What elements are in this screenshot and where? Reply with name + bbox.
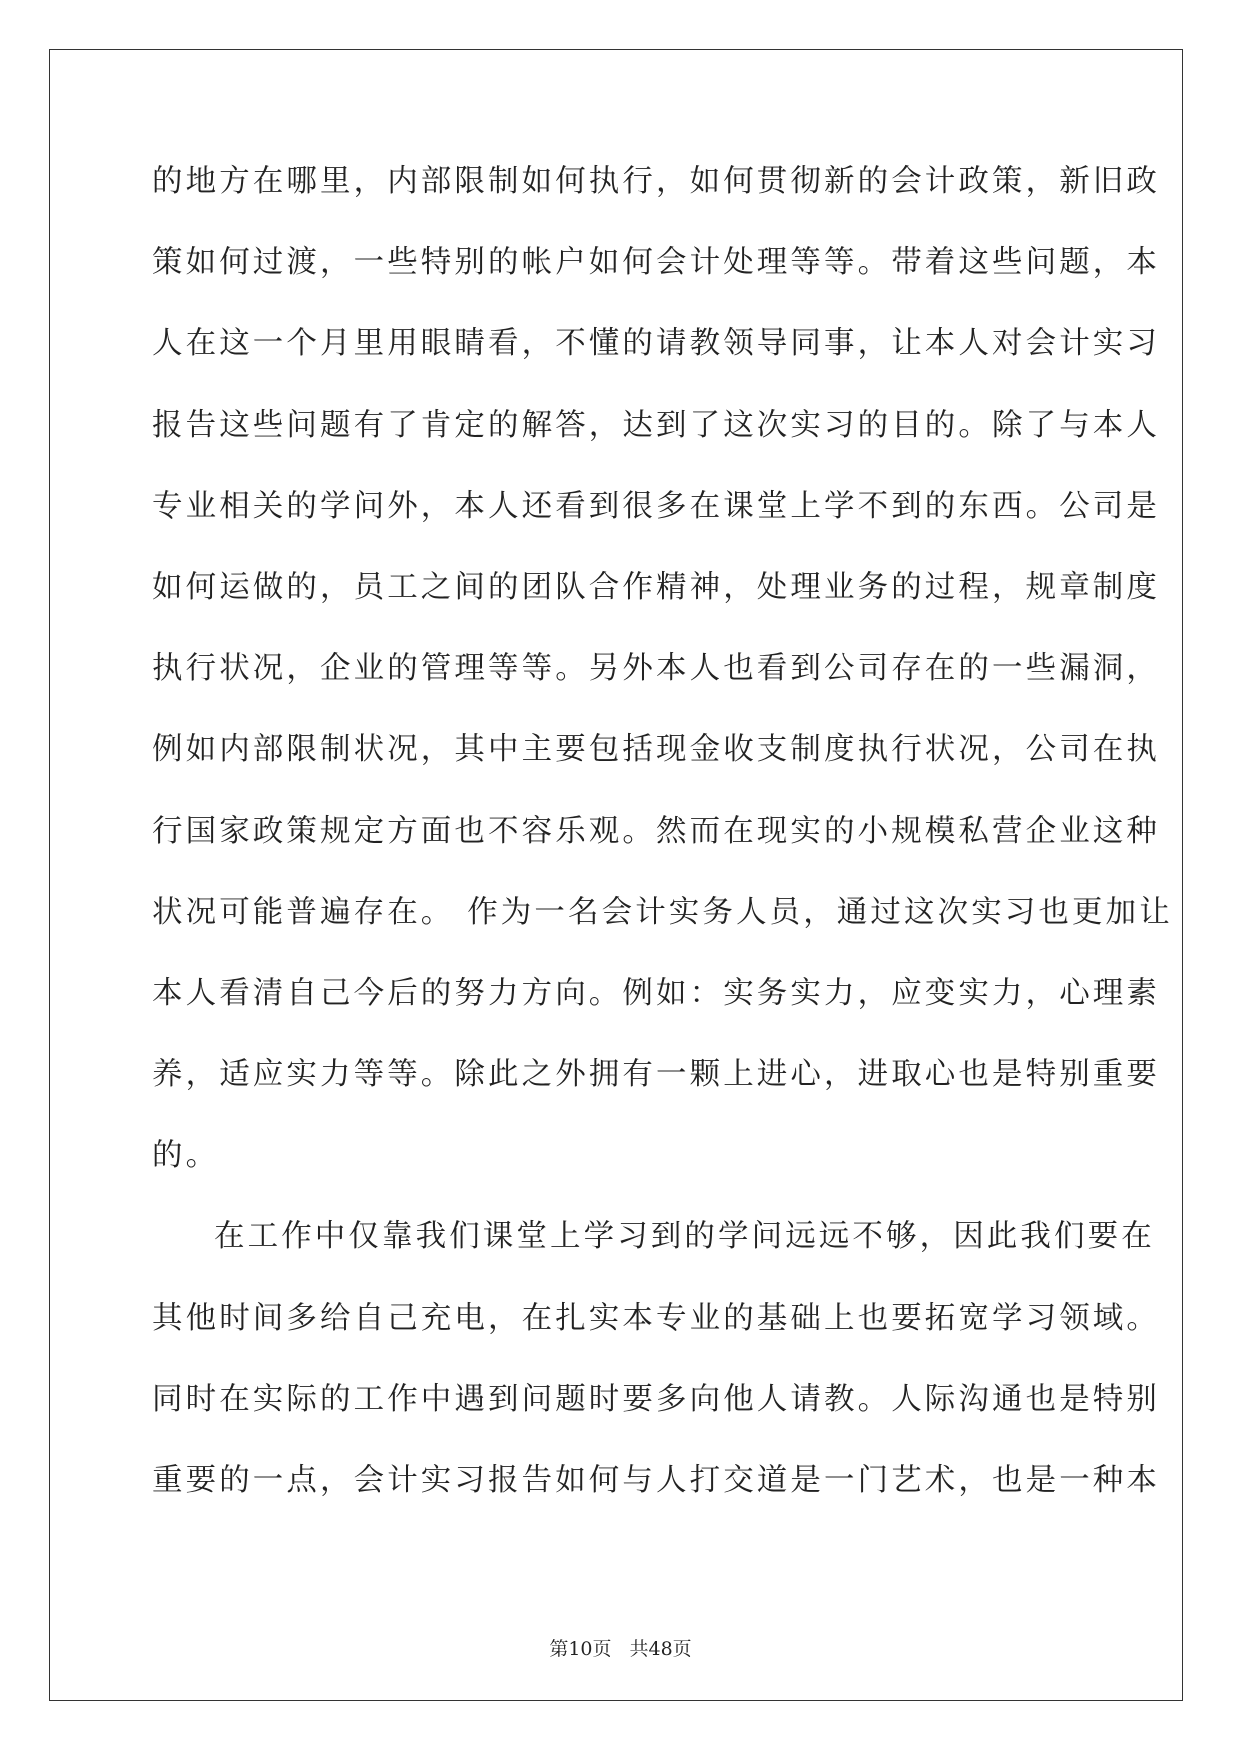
text-line: 报告这些问题有了肯定的解答，达到了这次实习的目的。除了与本人 — [152, 407, 1160, 443]
text-line: 的地方在哪里，内部限制如何执行，如何贯彻新的会计政策，新旧政 — [152, 164, 1160, 199]
text-line: 如何运做的，员工之间的团队合作精神，处理业务的过程，规章制度 — [152, 569, 1160, 605]
paragraph-2 — [152, 1207, 1160, 1532]
page-footer — [0, 1634, 1241, 1661]
text-line: 重要的一点，会计实习报告如何与人打交道是一门艺术，也是一种本 — [152, 1463, 1160, 1498]
text-line: 状况可能普遍存在。 作为一名会计实务人员，通过这次实习也更加让 — [152, 894, 1173, 930]
text-line: 人在这一个月里用眼睛看，不懂的请教领导同事，让本人对会计实习 — [152, 326, 1160, 362]
page-total: 共48页 — [629, 1638, 692, 1660]
text-line-indented: 在工作中仅靠我们课堂上学习到的学问远远不够，因此我们要在 — [214, 1219, 1155, 1255]
text-line: 策如何过渡，一些特别的帐户如何会计处理等等。带着这些问题，本 — [152, 245, 1160, 281]
text-line: 行国家政策规定方面也不容乐观。然而在现实的小规模私营企业这种 — [152, 813, 1160, 849]
text-line: 的。 — [152, 1138, 220, 1174]
page-number: 第10页 — [549, 1638, 612, 1660]
text-line: 其他时间多给自己充电，在扎实本专业的基础上也要拓宽学习领域。 — [152, 1300, 1160, 1336]
text-line: 例如内部限制状况，其中主要包括现金收支制度执行状况，公司在执 — [152, 732, 1160, 768]
paragraph-1 — [152, 152, 1173, 1207]
text-line: 执行状况，企业的管理等等。另外本人也看到公司存在的一些漏洞， — [152, 651, 1160, 687]
text-line: 本人看清自己今后的努力方向。例如：实务实力，应变实力，心理素 — [152, 975, 1160, 1011]
text-line: 同时在实际的工作中遇到问题时要多向他人请教。人际沟通也是特别 — [152, 1381, 1160, 1417]
document-body — [152, 152, 1173, 1532]
text-line: 养，适应实力等等。除此之外拥有一颗上进心，进取心也是特别重要 — [152, 1057, 1160, 1093]
text-line: 专业相关的学问外，本人还看到很多在课堂上学不到的东西。公司是 — [152, 488, 1160, 524]
